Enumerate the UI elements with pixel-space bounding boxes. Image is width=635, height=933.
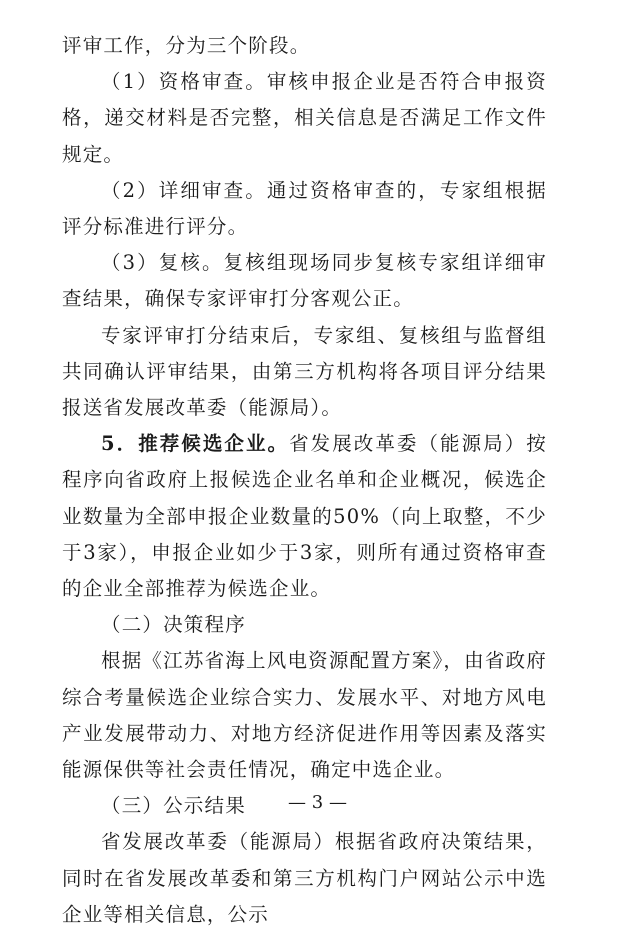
section-heading-decision: （二）决策程序 (101, 613, 246, 637)
recommend-candidates-heading: 5．推荐候选企业。 (101, 432, 290, 456)
paragraph-qualification-review: （1）资格审查。审核申报企业是否符合申报资格，递交材料是否完整，相关信息是否满足工作文件规定。 (62, 70, 547, 166)
paragraph-recheck: （3）复核。复核组现场同步复核专家组详细审查结果，确保专家评审打分客观公正。 (62, 251, 547, 311)
recommend-candidates-body: 省发展改革委（能源局）按程序向省政府上报候选企业名单和企业概况，候选企业数量为全部申报企业数量的50%（向上取整，不少于3家），申报企业如少于3家，则所有通过资格审查的企业全部推荐为候选企业。 (62, 432, 547, 601)
paragraph-recommend-candidates (62, 426, 547, 607)
page-number: — 3 — (288, 792, 347, 813)
paragraph-detailed-review: （2）详细审查。通过资格审查的，专家组根据评分标准进行评分。 (62, 178, 547, 239)
paragraph-decision: 根据《江苏省海上风电资源配置方案》，由省政府综合考量候选企业综合实力、发展水平、对地方风电产业发展带动力、对地方经济促进作用等因素及落实能源保供等社会责任情况，确定中选企业。 (62, 649, 547, 782)
paragraph-publicity: 省发展改革委（能源局）根据省政府决策结果，同时在省发展改革委和第三方机构门户网站公示中选企业等相关信息，公示 (62, 830, 547, 926)
section-heading-publicity: （三）公示结果 (101, 794, 246, 818)
paragraph-stage-intro: 评审工作，分为三个阶段。 (62, 34, 311, 57)
paragraph-review-result: 专家评审打分结束后，专家组、复核组与监督组共同确认评审结果，由第三方机构将各项目评分结果报送省发展改革委（能源局）。 (62, 323, 547, 420)
